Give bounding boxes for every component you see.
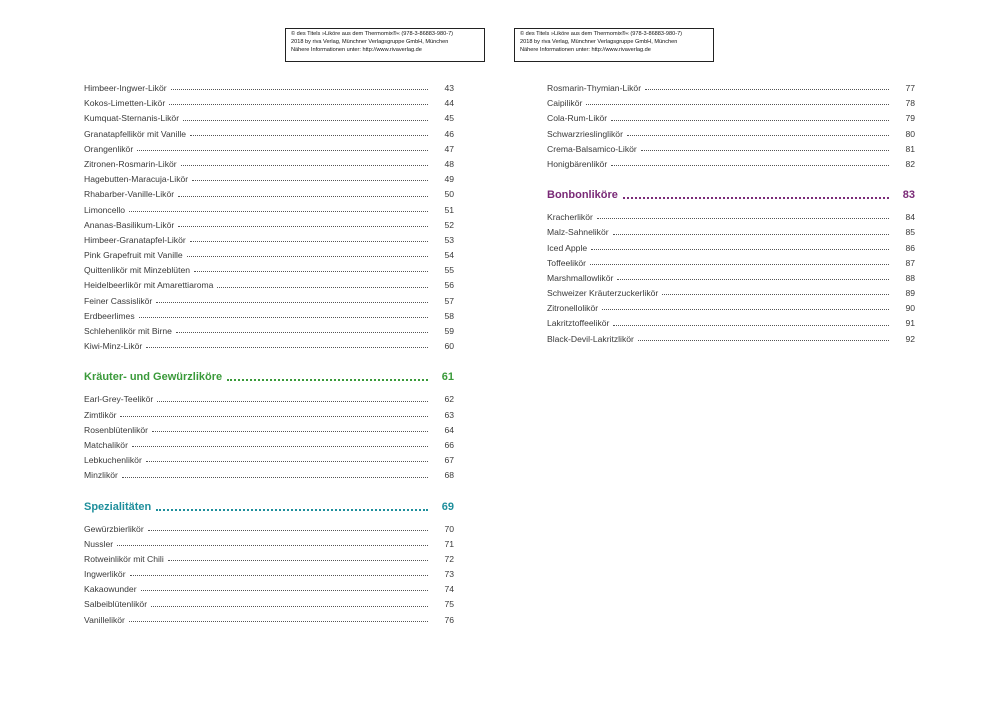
entry-title: Lakritztoffeelikör bbox=[547, 318, 610, 329]
entry-title: Kakaowunder bbox=[84, 584, 137, 595]
section-page: 61 bbox=[441, 371, 454, 384]
entry-title: Zitronellolikör bbox=[547, 303, 599, 314]
dot-leader bbox=[141, 590, 428, 591]
dot-leader bbox=[613, 234, 889, 235]
dot-leader bbox=[169, 104, 428, 105]
toc-entry[interactable] bbox=[547, 111, 915, 126]
toc-entry[interactable] bbox=[547, 256, 915, 271]
toc-entry[interactable] bbox=[547, 127, 915, 142]
entry-page: 71 bbox=[444, 538, 454, 549]
dot-leader bbox=[129, 211, 428, 212]
entry-page: 57 bbox=[444, 295, 454, 306]
entry-page: 53 bbox=[444, 234, 454, 245]
dot-leader bbox=[602, 309, 889, 310]
entry-title: Kokos-Limetten-Likör bbox=[84, 98, 166, 109]
toc-entry[interactable] bbox=[547, 241, 915, 256]
toc-entry[interactable] bbox=[547, 81, 915, 96]
entry-page: 82 bbox=[905, 158, 915, 169]
toc-group bbox=[547, 81, 915, 172]
toc-entry[interactable] bbox=[84, 339, 454, 354]
section-title: Kräuter- und Gewürzliköre bbox=[84, 371, 223, 384]
toc-entry[interactable] bbox=[84, 111, 454, 126]
entry-title: Zimtlikör bbox=[84, 409, 117, 420]
dot-leader bbox=[638, 340, 889, 341]
copyright-line: 2018 by riva Verlag, Münchner Verlagsgruppe GmbH, München bbox=[520, 38, 678, 45]
entry-page: 51 bbox=[444, 204, 454, 215]
toc-entry[interactable] bbox=[547, 286, 915, 301]
entry-title: Rosenblütenlikör bbox=[84, 424, 149, 435]
toc-entry[interactable] bbox=[547, 332, 915, 347]
entry-title: Schlehenlikör mit Birne bbox=[84, 326, 172, 336]
entry-title: Salbeiblütenlikör bbox=[84, 599, 148, 610]
entry-page: 87 bbox=[905, 257, 915, 268]
entry-page: 78 bbox=[905, 98, 915, 109]
copyright-line: © des Titels »Liköre aus dem Thermomix®« (978-3-86883-980-7) bbox=[520, 31, 683, 37]
toc-group bbox=[547, 210, 915, 347]
toc-entry[interactable] bbox=[84, 172, 454, 187]
entry-page: 58 bbox=[444, 310, 454, 321]
dot-leader bbox=[129, 621, 428, 622]
dot-leader bbox=[148, 530, 428, 531]
entry-page: 86 bbox=[905, 242, 915, 253]
entry-title: Lebkuchenlikör bbox=[84, 455, 142, 466]
toc-entry[interactable] bbox=[547, 316, 915, 331]
entry-title: Vanillelikör bbox=[84, 614, 125, 625]
copyright-line: © des Titels »Liköre aus dem Thermomix®« (978-3-86883-980-7) bbox=[291, 31, 454, 37]
entry-page: 75 bbox=[444, 599, 454, 610]
toc-entry[interactable] bbox=[84, 392, 454, 407]
toc-entry[interactable] bbox=[84, 552, 454, 567]
entry-page: 76 bbox=[444, 614, 454, 625]
entry-page: 60 bbox=[444, 341, 454, 352]
entry-title: Kracherlikör bbox=[547, 212, 593, 223]
entry-title: Malz-Sahnelikör bbox=[547, 227, 609, 238]
entry-page: 92 bbox=[905, 333, 915, 344]
dot-leader bbox=[151, 606, 428, 607]
toc-entry[interactable] bbox=[84, 142, 454, 157]
toc-group bbox=[84, 522, 454, 628]
toc-group bbox=[84, 392, 454, 483]
entry-title: Gewürzbierlikör bbox=[84, 523, 144, 534]
copyright-notice-left bbox=[285, 28, 485, 62]
entry-title: Feiner Cassislikör bbox=[84, 295, 153, 306]
entry-page: 81 bbox=[905, 143, 915, 154]
entry-page: 59 bbox=[444, 326, 454, 336]
dot-leader bbox=[187, 256, 428, 257]
dot-leader bbox=[130, 575, 428, 576]
entry-page: 91 bbox=[905, 318, 915, 329]
dot-leader bbox=[139, 317, 428, 318]
dot-leader bbox=[190, 135, 428, 136]
entry-page: 52 bbox=[444, 219, 454, 230]
entry-page: 79 bbox=[905, 113, 915, 124]
dot-leader bbox=[156, 302, 428, 303]
entry-title: Minzlikör bbox=[84, 470, 118, 481]
toc-entry[interactable] bbox=[84, 324, 454, 339]
entry-page: 85 bbox=[905, 227, 915, 238]
entry-page: 55 bbox=[444, 265, 454, 276]
dot-leader bbox=[117, 545, 428, 546]
dot-leader bbox=[152, 431, 428, 432]
dot-leader bbox=[176, 332, 428, 333]
entry-title: Schwarzrieslinglikör bbox=[547, 128, 623, 139]
dot-leader bbox=[190, 241, 428, 242]
toc-entry[interactable] bbox=[84, 187, 454, 202]
dot-leader bbox=[168, 560, 428, 561]
toc-entry[interactable] bbox=[84, 248, 454, 263]
entry-title: Granatapfellikör mit Vanille bbox=[84, 128, 187, 139]
dot-leader bbox=[157, 401, 428, 402]
dot-leader bbox=[181, 165, 428, 166]
dot-leader bbox=[156, 509, 428, 511]
toc-section-heading[interactable] bbox=[547, 186, 915, 204]
dot-leader bbox=[227, 379, 428, 381]
dot-leader bbox=[178, 196, 428, 197]
toc-entry[interactable] bbox=[84, 613, 454, 628]
dot-leader bbox=[590, 264, 889, 265]
toc-entry[interactable] bbox=[84, 96, 454, 111]
entry-title: Toffeelikör bbox=[547, 257, 587, 268]
dot-leader bbox=[611, 120, 889, 121]
entry-title: Matchalikör bbox=[84, 439, 128, 450]
entry-page: 80 bbox=[905, 128, 915, 139]
toc-entry[interactable] bbox=[84, 157, 454, 172]
dot-leader bbox=[183, 120, 428, 121]
toc-section-heading[interactable] bbox=[84, 498, 454, 516]
entry-title: Schweizer Kräuterzuckerlikör bbox=[547, 288, 659, 299]
entry-title: Marshmallowlikör bbox=[547, 272, 614, 283]
toc-entry[interactable] bbox=[84, 408, 454, 423]
entry-title: Zitronen-Rosmarin-Likör bbox=[84, 158, 177, 169]
entry-title: Quittenlikör mit Minzeblüten bbox=[84, 265, 191, 276]
dot-leader bbox=[122, 477, 428, 478]
entry-page: 66 bbox=[444, 439, 454, 450]
toc-entry[interactable] bbox=[84, 294, 454, 309]
copyright-line: Nähere Informationen unter: http://www.rivaverlag.de bbox=[291, 46, 422, 53]
toc-entry[interactable] bbox=[547, 142, 915, 157]
toc-entry[interactable] bbox=[84, 438, 454, 453]
toc-section-heading[interactable] bbox=[84, 368, 454, 386]
entry-title: Heidelbeerlikör mit Amarettiaroma bbox=[84, 280, 214, 291]
entry-page: 56 bbox=[444, 280, 454, 291]
entry-page: 49 bbox=[444, 174, 454, 185]
dot-leader bbox=[192, 180, 428, 181]
entry-page: 47 bbox=[444, 143, 454, 154]
entry-page: 64 bbox=[444, 424, 454, 435]
section-page: 69 bbox=[441, 500, 454, 513]
dot-leader bbox=[623, 197, 889, 199]
dot-leader bbox=[591, 249, 889, 250]
entry-title: Pink Grapefruit mit Vanille bbox=[84, 250, 183, 261]
entry-title: Earl-Grey-Teelikör bbox=[84, 394, 154, 405]
toc-entry[interactable] bbox=[84, 81, 454, 96]
dot-leader bbox=[194, 271, 428, 272]
dot-leader bbox=[617, 279, 889, 280]
toc-entry[interactable] bbox=[84, 567, 454, 582]
toc-right-column bbox=[547, 81, 915, 347]
entry-title: Kumquat-Sternanis-Likör bbox=[84, 113, 180, 124]
entry-page: 50 bbox=[444, 189, 454, 200]
dot-leader bbox=[132, 446, 428, 447]
entry-page: 68 bbox=[444, 470, 454, 481]
entry-title: Himbeer-Ingwer-Likör bbox=[84, 83, 167, 93]
entry-title: Cola-Rum-Likör bbox=[547, 113, 608, 124]
entry-page: 44 bbox=[444, 98, 454, 109]
toc-entry[interactable] bbox=[84, 582, 454, 597]
entry-title: Black-Devil-Lakritzlikör bbox=[547, 333, 634, 344]
dot-leader bbox=[613, 325, 889, 326]
entry-title: Himbeer-Granatapfel-Likör bbox=[84, 234, 186, 245]
dot-leader bbox=[146, 461, 428, 462]
section-title: Bonbonliköre bbox=[547, 189, 618, 202]
entry-page: 45 bbox=[444, 113, 454, 124]
entry-page: 89 bbox=[905, 288, 915, 299]
toc-entry[interactable] bbox=[547, 210, 915, 225]
entry-title: Honigbärenlikör bbox=[547, 158, 608, 169]
dot-leader bbox=[146, 347, 428, 348]
entry-title: Nussler bbox=[84, 538, 114, 549]
entry-title: Crema-Balsamico-Likör bbox=[547, 143, 637, 154]
entry-page: 46 bbox=[444, 128, 454, 139]
toc-entry[interactable] bbox=[84, 218, 454, 233]
toc-entry[interactable] bbox=[84, 263, 454, 278]
entry-page: 72 bbox=[444, 553, 454, 564]
entry-page: 63 bbox=[444, 409, 454, 420]
entry-page: 90 bbox=[905, 303, 915, 314]
entry-title: Hagebutten-Maracuja-Likör bbox=[84, 174, 189, 185]
toc-entry[interactable] bbox=[547, 157, 915, 172]
entry-page: 84 bbox=[905, 212, 915, 223]
toc-entry[interactable] bbox=[84, 597, 454, 612]
entry-title: Kiwi-Minz-Likör bbox=[84, 341, 143, 352]
toc-entry[interactable] bbox=[547, 225, 915, 240]
copyright-line: Nähere Informationen unter: http://www.rivaverlag.de bbox=[520, 46, 651, 53]
dot-leader bbox=[120, 416, 428, 417]
dot-leader bbox=[645, 89, 889, 90]
toc-entry[interactable] bbox=[547, 271, 915, 286]
entry-page: 77 bbox=[905, 83, 915, 93]
toc-entry[interactable] bbox=[84, 203, 454, 218]
entry-title: Caipilikör bbox=[547, 98, 583, 109]
section-page: 83 bbox=[902, 189, 915, 202]
toc-entry[interactable] bbox=[547, 301, 915, 316]
entry-title: Rhabarber-Vanille-Likör bbox=[84, 189, 175, 200]
copyright-notice-right bbox=[514, 28, 714, 62]
entry-title: Ingwerlikör bbox=[84, 569, 126, 580]
entry-page: 74 bbox=[444, 584, 454, 595]
dot-leader bbox=[171, 89, 428, 90]
dot-leader bbox=[178, 226, 428, 227]
dot-leader bbox=[217, 287, 428, 288]
toc-entry[interactable] bbox=[547, 96, 915, 111]
entry-page: 43 bbox=[444, 83, 454, 93]
toc-entry[interactable] bbox=[84, 522, 454, 537]
toc-entry[interactable] bbox=[84, 453, 454, 468]
entry-title: Erdbeerlimes bbox=[84, 310, 135, 321]
dot-leader bbox=[662, 294, 889, 295]
dot-leader bbox=[597, 218, 889, 219]
entry-page: 73 bbox=[444, 569, 454, 580]
toc-entry[interactable] bbox=[84, 423, 454, 438]
entry-page: 62 bbox=[444, 394, 454, 405]
dot-leader bbox=[627, 135, 889, 136]
entry-page: 70 bbox=[444, 523, 454, 534]
entry-page: 48 bbox=[444, 158, 454, 169]
toc-entry[interactable] bbox=[84, 468, 454, 483]
entry-title: Ananas-Basilikum-Likör bbox=[84, 219, 175, 230]
toc-entry[interactable] bbox=[84, 127, 454, 142]
dot-leader bbox=[137, 150, 428, 151]
dot-leader bbox=[586, 104, 889, 105]
entry-title: Rotweinlikör mit Chili bbox=[84, 553, 164, 564]
toc-entry[interactable] bbox=[84, 537, 454, 552]
toc-entry[interactable] bbox=[84, 309, 454, 324]
entry-title: Orangenlikör bbox=[84, 143, 134, 154]
entry-title: Rosmarin-Thymian-Likör bbox=[547, 83, 642, 93]
entry-page: 88 bbox=[905, 272, 915, 283]
entry-page: 54 bbox=[444, 250, 454, 261]
copyright-line: 2018 by riva Verlag, Münchner Verlagsgruppe GmbH, München bbox=[291, 38, 449, 45]
dot-leader bbox=[611, 165, 889, 166]
dot-leader bbox=[641, 150, 889, 151]
entry-title: Iced Apple bbox=[547, 242, 588, 253]
toc-left-column bbox=[84, 81, 454, 628]
toc-group bbox=[84, 81, 454, 354]
toc-entry[interactable] bbox=[84, 233, 454, 248]
toc-entry[interactable] bbox=[84, 278, 454, 293]
section-title: Spezialitäten bbox=[84, 500, 152, 513]
entry-title: Limoncello bbox=[84, 204, 126, 215]
entry-page: 67 bbox=[444, 455, 454, 466]
